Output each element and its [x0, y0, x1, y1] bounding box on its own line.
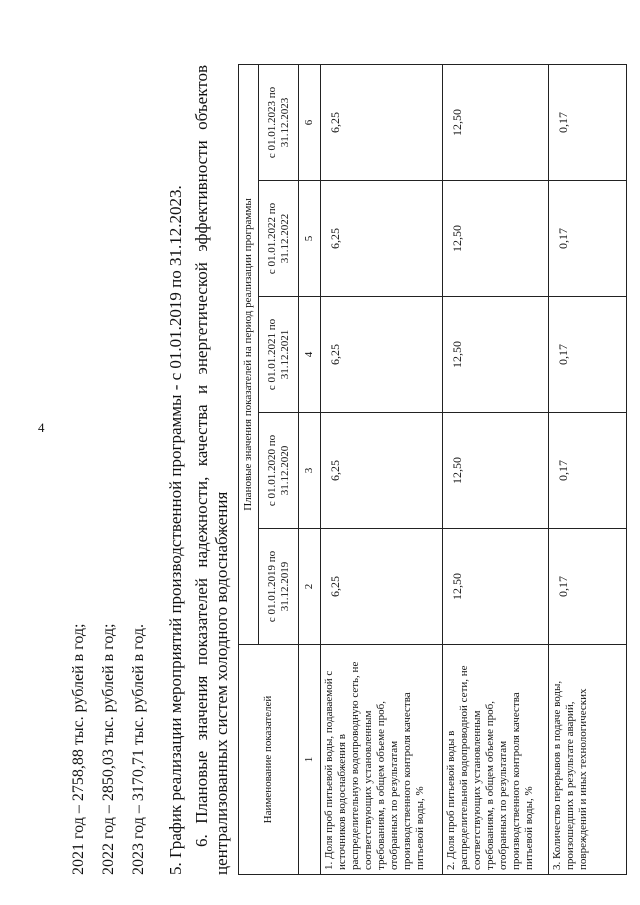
name-column-header: Наименование показателей	[239, 645, 299, 875]
indicator-value: 6,25	[321, 529, 443, 645]
budget-line-2021: 2021 год – 2758,88 тыс. рублей в год;	[70, 623, 87, 875]
table-header-row	[239, 65, 259, 875]
indicator-value: 6,25	[321, 65, 443, 181]
col-number: 4	[299, 297, 321, 413]
page-number: 4	[38, 420, 45, 435]
column-numbers-row	[299, 65, 321, 875]
section-5-heading: 5. График реализации мероприятий производственной программы - с 01.01.2019 по 31.12.2023.	[166, 185, 185, 875]
indicator-value: 12,50	[443, 297, 549, 413]
indicator-name: 1. Доля проб питьевой воды, подаваемой с источников водоснабжения в распределительную водопроводную сеть, не соответствующих установленным требованиям, в общем объеме проб, отобранных по результатам производственного контроля качества питьевой воды, %	[321, 645, 443, 875]
period-header: Плановые значения показателей на период реализации программы	[239, 65, 259, 645]
col-number: 3	[299, 413, 321, 529]
col-number: 6	[299, 65, 321, 181]
indicator-value: 6,25	[321, 413, 443, 529]
period-2020: с 01.01.2020 по 31.12.2020	[259, 413, 299, 529]
indicator-value: 12,50	[443, 181, 549, 297]
section-6-heading	[192, 65, 232, 875]
table-row	[443, 65, 549, 875]
period-2021: с 01.01.2021 по 31.12.2021	[259, 297, 299, 413]
indicator-value: 6,25	[321, 181, 443, 297]
indicator-value: 12,50	[443, 529, 549, 645]
indicator-value: 0,17	[549, 297, 627, 413]
period-2022: с 01.01.2022 по 31.12.2022	[259, 181, 299, 297]
period-2023: с 01.01.2023 по 31.12.2023	[259, 65, 299, 181]
table-row	[549, 65, 627, 875]
indicator-value: 0,17	[549, 529, 627, 645]
col-number: 2	[299, 529, 321, 645]
indicators-table	[238, 64, 627, 875]
col-number: 5	[299, 181, 321, 297]
indicator-value: 0,17	[549, 413, 627, 529]
table-row	[321, 65, 443, 875]
indicator-value: 12,50	[443, 413, 549, 529]
period-2019: с 01.01.2019 по 31.12.2019	[259, 529, 299, 645]
indicator-value: 6,25	[321, 297, 443, 413]
indicator-value: 12,50	[443, 65, 549, 181]
col-number: 1	[299, 645, 321, 875]
indicator-name: 2. Доля проб питьевой воды в распределительной водопроводной сети, не соответствующих установленным требованиям, в общем объеме проб, отобранных по результатам производственного контроля качества питьевой воды, %	[443, 645, 549, 875]
indicator-value: 0,17	[549, 181, 627, 297]
budget-line-2023: 2023 год – 3170,71 тыс. рублей в год.	[130, 623, 147, 875]
budget-line-2022: 2022 год – 2850,03 тыс. рублей в год;	[100, 623, 117, 875]
indicator-name: 3. Количество перерывов в подаче воды, произошедших в результате аварий, повреждений и иных технологических	[549, 645, 627, 875]
rotated-content	[60, 45, 640, 875]
indicator-value: 0,17	[549, 65, 627, 181]
section-6-text: 6. Плановые значения показателей надежности, качества и энергетической эффективности объектов централизованных систем холодного водоснабжения	[192, 65, 231, 875]
